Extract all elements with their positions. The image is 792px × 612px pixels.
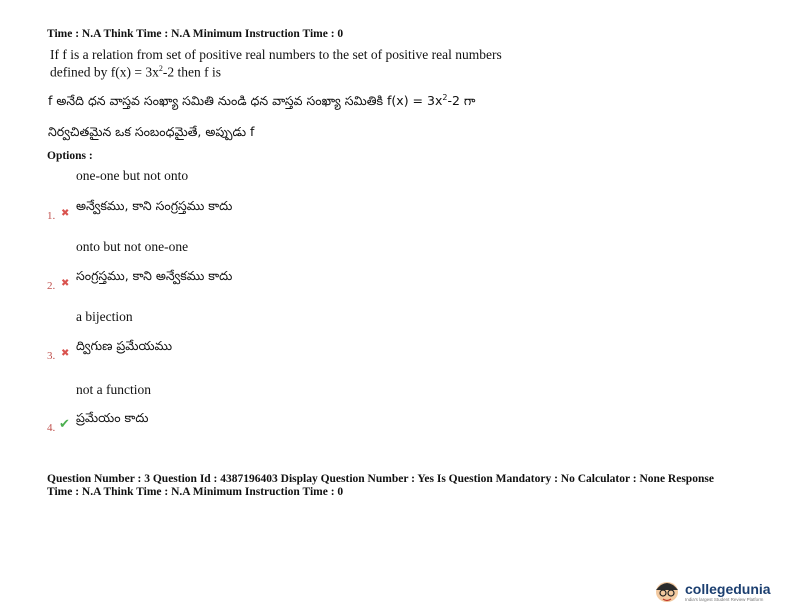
wrong-mark-icon: ✖: [61, 348, 70, 359]
option-1-en: one-one but not onto: [76, 168, 189, 183]
option-3-te: ద్విగుణ ప్రమేయము: [76, 338, 173, 353]
collegedunia-logo[interactable]: [652, 578, 771, 604]
options-label: Options :: [47, 150, 93, 162]
option-2-en: onto but not one-one: [76, 239, 189, 254]
option-3-en: a bijection: [76, 309, 133, 324]
question-te-line1: f అనేది ధన వాస్తవ సంఖ్యా సమితి నుండి ధన వాస్తవ సంఖ్యా సమితికి $f(x) = 3x^2-2$ గా: [48, 93, 476, 109]
header-meta: Time : N.A Think Time : N.A Minimum Instruction Time : 0: [47, 28, 344, 40]
option-1-number: 1.: [47, 210, 56, 222]
wrong-mark-icon: ✖: [61, 208, 70, 219]
mascot-icon: [652, 578, 682, 604]
question-te-line2: నిర్వచితమైన ఒక సంబంధమైతే, అప్పుడు f: [48, 124, 255, 139]
question-en-line1: If f is a relation from set of positive real numbers to the set of positive real numbers: [50, 47, 502, 62]
correct-mark-icon: ✔: [59, 417, 70, 432]
option-3-number: 3.: [47, 350, 56, 362]
option-2-number: 2.: [47, 280, 56, 292]
question-en-line2: defined by $f(x) = 3x^2-2$ then f is: [50, 64, 221, 80]
footer-line1: Question Number : 3 Question Id : 4387196403 Display Question Number : Yes Is Question Mandatory : No Calculator : None Response: [47, 473, 714, 485]
option-4-en: not a function: [76, 382, 151, 397]
option-4-number: 4.: [47, 422, 56, 434]
logo-name: collegedunia: [685, 580, 771, 597]
option-1-te: అన్వేకము, కాని సంగ్రస్తము కాదు: [76, 198, 233, 213]
logo-tagline: India's largest Student Review Platform: [685, 596, 764, 602]
wrong-mark-icon: ✖: [61, 278, 70, 289]
option-2-te: సంగ్రస్తము, కాని అన్వేకము కాదు: [76, 268, 233, 283]
option-4-te: ప్రమేయం కాదు: [76, 410, 149, 425]
footer-line2: Time : N.A Think Time : N.A Minimum Instruction Time : 0: [47, 486, 344, 498]
